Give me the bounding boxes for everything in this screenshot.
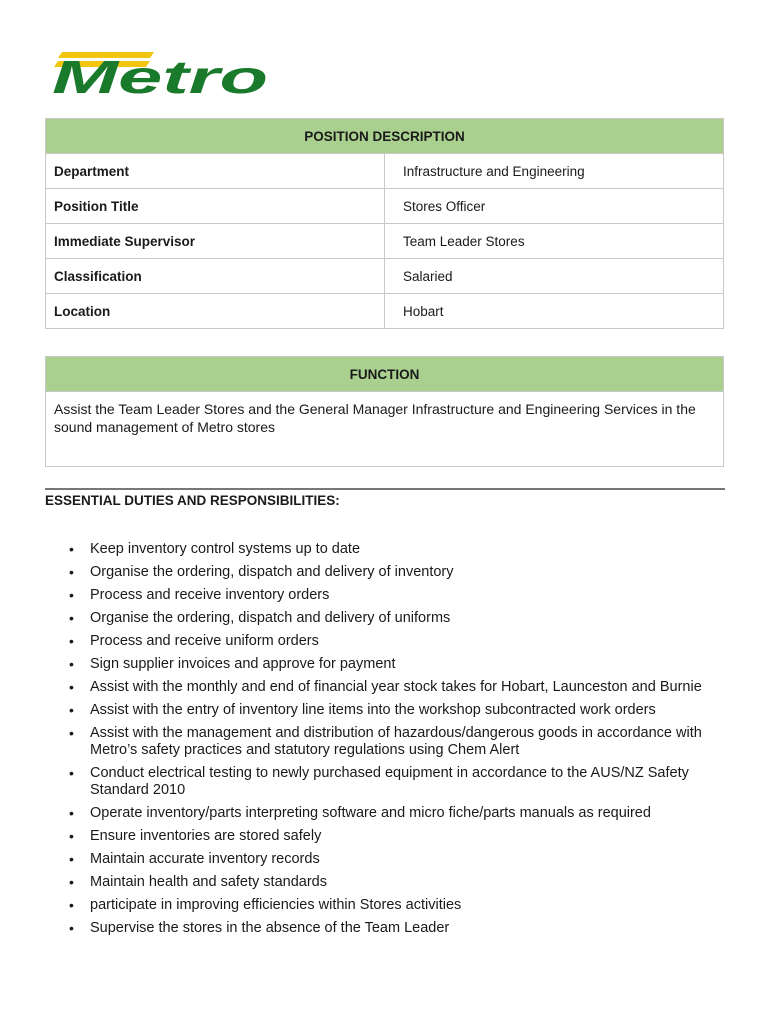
list-item: • Process and receive inventory orders	[69, 587, 330, 603]
table-row	[46, 259, 724, 294]
list-item: • Operate inventory/parts interpreting software and micro fiche/parts manuals as required	[69, 805, 651, 821]
supervisor-label: Immediate Supervisor	[46, 224, 385, 259]
list-item: • Conduct electrical testing to newly purchased equipment in accordance to the AUS/NZ Safety Standard 2010	[69, 765, 689, 798]
list-item: • Maintain accurate inventory records	[69, 851, 320, 867]
list-item: • Organise the ordering, dispatch and delivery of uniforms	[69, 610, 451, 626]
position-title-label: Position Title	[46, 189, 385, 224]
list-item: • Supervise the stores in the absence of the Team Leader	[69, 920, 450, 936]
bullet-icon: •	[69, 633, 74, 649]
list-item: • Sign supplier invoices and approve for payment	[69, 656, 396, 672]
list-item: • Assist with the management and distribution of hazardous/dangerous goods in accordance with Metro’s safety practices and statutory regulations using Chem Alert	[69, 725, 702, 758]
location-value: Hobart	[385, 294, 724, 329]
bullet-icon: •	[69, 541, 74, 557]
table-header: POSITION DESCRIPTION	[46, 119, 724, 154]
position-title-value: Stores Officer	[385, 189, 724, 224]
location-label: Location	[46, 294, 385, 329]
bullet-icon: •	[69, 725, 74, 741]
function-text: Assist the Team Leader Stores and the General Manager Infrastructure and Engineering Services in the sound management of Metro stores	[46, 392, 724, 467]
list-item: • participate in improving efficiencies within Stores activities	[69, 897, 462, 913]
list-item: • Maintain health and safety standards	[69, 874, 327, 890]
list-item: • Assist with the monthly and end of financial year stock takes for Hobart, Launceston and Burnie	[69, 679, 702, 695]
bullet-icon: •	[69, 828, 74, 844]
classification-value: Salaried	[385, 259, 724, 294]
bullet-icon: •	[69, 679, 74, 695]
position-description-table	[45, 118, 724, 329]
table-row	[46, 154, 724, 189]
department-label: Department	[46, 154, 385, 189]
bullet-icon: •	[69, 564, 74, 580]
bullet-icon: •	[69, 702, 74, 718]
bullet-icon: •	[69, 851, 74, 867]
duties-heading: ESSENTIAL DUTIES AND RESPONSIBILITIES:	[45, 488, 725, 508]
bullet-icon: •	[69, 874, 74, 890]
function-table	[45, 356, 724, 467]
duties-list	[45, 541, 735, 943]
table-row	[46, 224, 724, 259]
metro-logo	[50, 46, 272, 98]
bullet-icon: •	[69, 920, 74, 936]
bullet-icon: •	[69, 765, 74, 781]
table-row	[46, 189, 724, 224]
list-item: • Ensure inventories are stored safely	[69, 828, 322, 844]
list-item: • Organise the ordering, dispatch and delivery of inventory	[69, 564, 454, 580]
department-value: Infrastructure and Engineering	[385, 154, 724, 189]
supervisor-value: Team Leader Stores	[385, 224, 724, 259]
table-row	[46, 294, 724, 329]
bullet-icon: •	[69, 897, 74, 913]
bullet-icon: •	[69, 610, 74, 626]
list-item: • Process and receive uniform orders	[69, 633, 319, 649]
classification-label: Classification	[46, 259, 385, 294]
bullet-icon: •	[69, 587, 74, 603]
list-item: • Assist with the entry of inventory line items into the workshop subcontracted work orders	[69, 702, 656, 718]
function-header: FUNCTION	[46, 357, 724, 392]
bullet-icon: •	[69, 656, 74, 672]
bullet-icon: •	[69, 805, 74, 821]
list-item: • Keep inventory control systems up to date	[69, 541, 361, 557]
logo-text: Metro	[52, 51, 268, 98]
